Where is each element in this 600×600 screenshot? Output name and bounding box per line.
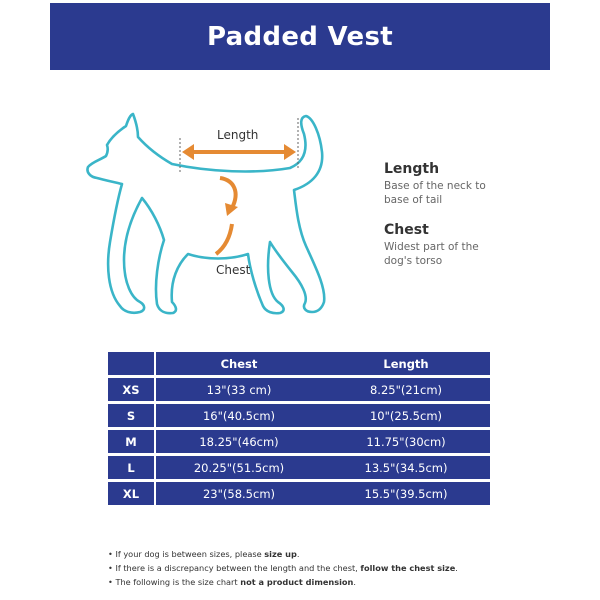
length-diagram-label: Length xyxy=(217,128,259,142)
size-cell: M xyxy=(108,430,156,453)
table-row xyxy=(108,482,490,505)
length-cell: 13.5"(34.5cm) xyxy=(322,456,490,479)
legend-length-term: Length xyxy=(384,161,440,177)
table-row xyxy=(108,404,490,427)
header-length: Length xyxy=(322,352,490,375)
table-row xyxy=(108,456,490,479)
length-arrow-head-left xyxy=(182,144,194,160)
length-cell: 11.75"(30cm) xyxy=(322,430,490,453)
chest-cell: 18.25"(46cm) xyxy=(156,430,322,453)
table-row xyxy=(108,430,490,453)
size-cell: XS xyxy=(108,378,156,401)
size-chart-table xyxy=(108,349,490,508)
note-item: • If your dog is between sizes, please size up. xyxy=(108,549,300,559)
legend-length xyxy=(384,161,494,207)
chest-cell: 20.25"(51.5cm) xyxy=(156,456,322,479)
legend-chest-desc: Widest part of the dog's torso xyxy=(384,241,479,267)
length-cell: 10"(25.5cm) xyxy=(322,404,490,427)
legend-chest-term: Chest xyxy=(384,222,429,238)
chest-diagram-label: Chest xyxy=(216,263,251,277)
length-cell: 15.5"(39.5cm) xyxy=(322,482,490,505)
header-size xyxy=(108,352,156,375)
page-title: Padded Vest xyxy=(207,21,393,52)
length-cell: 8.25"(21cm) xyxy=(322,378,490,401)
legend-length-desc: Base of the neck to base of tail xyxy=(384,180,486,206)
chest-cell: 13"(33 cm) xyxy=(156,378,322,401)
table-header-row xyxy=(108,352,490,375)
size-notes xyxy=(108,547,528,589)
table-row xyxy=(108,378,490,401)
legend-chest xyxy=(384,222,494,268)
note-item: • If there is a discrepancy between the length and the chest, follow the chest size. xyxy=(108,563,458,573)
chest-arrow xyxy=(220,178,236,208)
header-chest: Chest xyxy=(156,352,322,375)
size-cell: S xyxy=(108,404,156,427)
dog-measurement-diagram xyxy=(80,108,350,333)
chest-band-lower xyxy=(216,224,232,254)
size-cell: XL xyxy=(108,482,156,505)
chest-cell: 23"(58.5cm) xyxy=(156,482,322,505)
length-arrow-head-right xyxy=(284,144,296,160)
size-cell: L xyxy=(108,456,156,479)
chest-cell: 16"(40.5cm) xyxy=(156,404,322,427)
title-banner xyxy=(50,3,550,70)
dog-outline xyxy=(87,114,324,313)
note-item: • The following is the size chart not a product dimension. xyxy=(108,577,356,587)
